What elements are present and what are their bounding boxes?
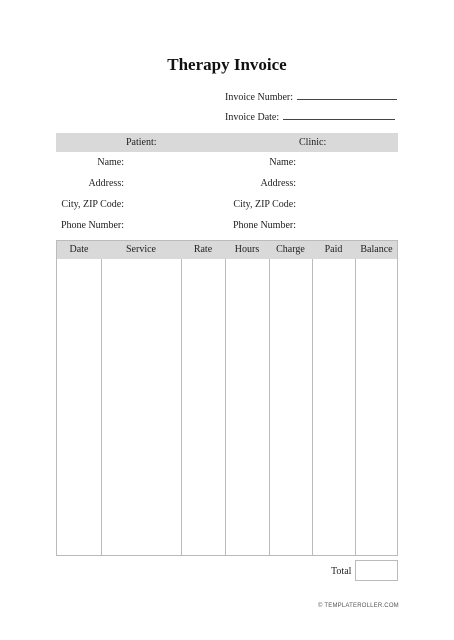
column-divider	[269, 259, 270, 555]
patient-city-zip-label: City, ZIP Code:	[61, 199, 124, 210]
services-table	[56, 240, 398, 556]
party-header-bar	[56, 133, 398, 152]
patient-name-label: Name:	[97, 157, 124, 168]
column-divider	[355, 259, 356, 555]
col-header-charge: Charge	[276, 244, 305, 255]
column-divider	[312, 259, 313, 555]
invoice-number-row	[225, 91, 397, 103]
invoice-date-field[interactable]	[283, 111, 395, 120]
col-header-balance: Balance	[360, 244, 393, 255]
clinic-name-label: Name:	[269, 157, 296, 168]
column-divider	[101, 259, 102, 555]
footer-credit: © TEMPLATEROLLER.COM	[318, 603, 399, 609]
total-label: Total	[331, 566, 352, 577]
column-divider	[225, 259, 226, 555]
patient-section-label: Patient:	[126, 137, 157, 148]
table-header	[57, 241, 397, 259]
patient-address-label: Address:	[88, 178, 124, 189]
col-header-service: Service	[126, 244, 156, 255]
col-header-hours: Hours	[234, 244, 260, 255]
patient-phone-label: Phone Number:	[60, 220, 124, 231]
col-header-date: Date	[69, 244, 89, 255]
total-field[interactable]	[355, 560, 398, 581]
clinic-address-label: Address:	[260, 178, 296, 189]
clinic-city-zip-label: City, ZIP Code:	[233, 199, 296, 210]
page-title: Therapy Invoice	[167, 55, 287, 74]
col-header-rate: Rate	[193, 244, 213, 255]
column-divider	[181, 259, 182, 555]
invoice-date-label: Invoice Date:	[225, 112, 280, 123]
clinic-phone-label: Phone Number:	[232, 220, 296, 231]
invoice-number-field[interactable]	[297, 91, 397, 100]
invoice-number-label: Invoice Number:	[225, 92, 294, 103]
invoice-date-row	[225, 111, 395, 123]
clinic-section-label: Clinic:	[299, 137, 327, 148]
col-header-paid: Paid	[324, 244, 343, 255]
